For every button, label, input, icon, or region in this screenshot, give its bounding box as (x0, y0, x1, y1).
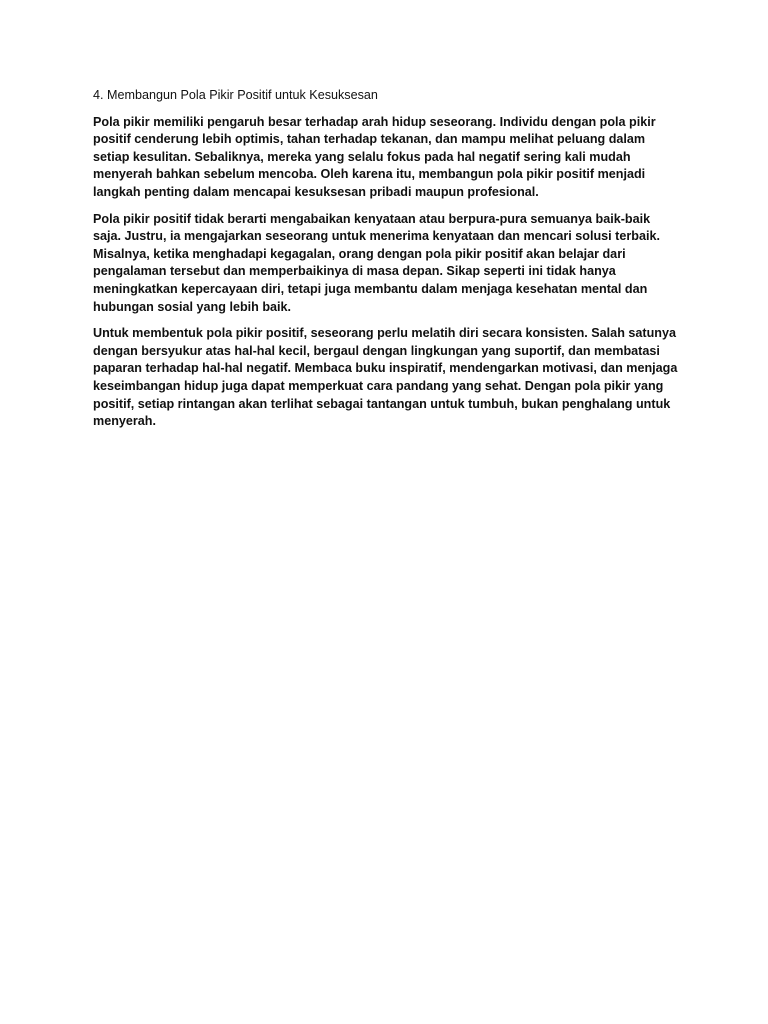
section-heading: 4. Membangun Pola Pikir Positif untuk Kesuksesan (93, 88, 378, 102)
document-body (93, 87, 678, 440)
paragraph-3: Untuk membentuk pola pikir positif, seseorang perlu melatih diri secara konsisten. Salah satunya dengan bersyukur atas hal-hal kecil, bergaul dengan lingkungan yang suportif, dan membatasi paparan terhadap hal-hal negatif. Membaca buku inspiratif, mendengarkan motivasi, dan menjaga keseimbangan hidup juga dapat memperkuat cara pandang yang sehat. Dengan pola pikir yang positif, setiap rintangan akan terlihat sebagai tantangan untuk tumbuh, bukan penghalang untuk menyerah. (93, 326, 678, 429)
paragraph-1: Pola pikir memiliki pengaruh besar terhadap arah hidup seseorang. Individu dengan pola pikir positif cenderung lebih optimis, tahan terhadap tekanan, dan mampu melihat peluang dalam setiap kesulitan. Sebaliknya, mereka yang selalu fokus pada hal negatif sering kali mudah menyerah bahkan sebelum mencoba. Oleh karena itu, membangun pola pikir positif menjadi langkah penting dalam mencapai kesuksesan pribadi maupun profesional. (93, 114, 656, 199)
paragraph-2: Pola pikir positif tidak berarti mengabaikan kenyataan atau berpura-pura semuanya baik-baik saja. Justru, ia mengajarkan seseorang untuk menerima kenyataan dan mencari solusi terbaik. Misalnya, ketika menghadapi kegagalan, orang dengan pola pikir positif akan belajar dari pengalaman tersebut dan memperbaikinya di masa depan. Sikap seperti ini tidak hanya meningkatkan kepercayaan diri, tetapi juga membantu dalam menjaga kesehatan mental dan hubungan sosial yang lebih baik. (93, 211, 660, 314)
